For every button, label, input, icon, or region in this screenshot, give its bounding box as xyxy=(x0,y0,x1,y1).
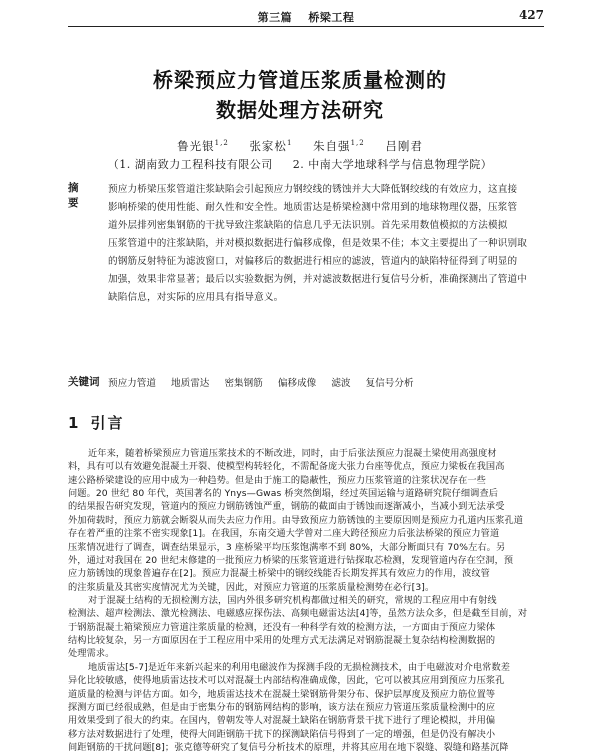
author xyxy=(177,139,229,153)
keyword: 偏移成像 xyxy=(277,378,317,389)
keywords-label: 关键词 xyxy=(68,376,100,388)
author-name: 张家松 xyxy=(249,139,287,153)
body-line: 道质量的检测与评估方面。如今，地质雷达技术在混凝土梁钢筋骨架分布、保护层厚度及预应力筋位置等 xyxy=(68,688,496,700)
keyword: 地质雷达 xyxy=(171,378,210,389)
keyword: 预应力管道 xyxy=(108,378,156,389)
body-line: 于钢筋混凝土箱梁预应力管道注浆质量的检测，还没有一种科学有效的检测方法，一方面由于预应力梁体 xyxy=(68,621,496,633)
abstract-line: 道外层排列密集钢筋的干扰导致注浆缺陷的信息几乎无法识别。首先采用数值模拟的方法模拟 xyxy=(108,220,508,231)
running-header xyxy=(68,6,544,27)
running-header-title xyxy=(68,9,544,25)
section-title: 引言 xyxy=(90,414,125,432)
abstract-line: 预应力桥梁压浆管道注浆缺陷会引起预应力钢绞线的锈蚀并大大降低钢绞线的有效应力，这直接 xyxy=(108,184,518,195)
author xyxy=(313,139,365,153)
keyword: 复信号分析 xyxy=(365,378,414,389)
body-line: 间距钢筋的干扰问题[8]；张克德等研究了复信号分析技术的原理，并将其应用在地下裂缝、裂缝和路基沉降 xyxy=(68,742,509,753)
body-line: 外加荷载时，预应力筋就会断裂从而失去应力作用。由导致预应力筋锈蚀的主要原因则是预应力孔道内压浆孔道 xyxy=(68,514,524,526)
affiliation-1: （1. 湖南致力工程科技有限公司 xyxy=(107,158,273,171)
abstract-label: 摘 要 xyxy=(68,182,83,209)
body-line: 的结果报告研究发现，管道内的预应力钢筋锈蚀严重，钢筋的截面由于锈蚀而逐渐减小，当减小到无法承受 xyxy=(68,501,505,513)
author-name: 吕刚君 xyxy=(385,139,423,153)
body-line: 地质雷达[5-7]是近年来新兴起来的利用电磁波作为探测手段的无损检测技术，由于电磁波对介电常数差 xyxy=(88,661,511,673)
abstract-line: 缺陷信息，对实际的应用具有指导意义。 xyxy=(108,292,284,303)
body-line: 探测方面已经很成熟，但是由于密集分布的钢筋网结构的影响，该方法在预应力管道压浆质量检测中的应 xyxy=(68,701,496,713)
body-line: 对于混凝土结构的无损检测方法，国内外很多研究机构都做过相关的研究，常规的工程应用中有射线 xyxy=(88,595,497,606)
section-number: 1 xyxy=(68,414,81,432)
author xyxy=(385,139,423,153)
keyword: 密集钢筋 xyxy=(224,378,263,389)
paper-title-line-2: 数据处理方法研究 xyxy=(216,98,384,122)
running-header-section: 桥梁工程 xyxy=(308,11,355,24)
paper-title-line-1: 桥梁预应力管道压浆质量检测的 xyxy=(153,68,447,92)
body-line: 问题。20 世纪 80 年代，英国著名的 Ynys—Gwas 桥突然倒塌，经过英国运输与道路研究院仔细调查后 xyxy=(68,488,499,500)
body-line: 近年来，随着桥梁预应力管道压浆技术的不断改进，同时，由于后张法预应力混凝土梁使用高强度材 xyxy=(88,448,497,459)
author-list xyxy=(0,138,600,154)
body-line: 用效果受到了很大的约束。在国内，曾朝发等人对混凝土缺陷在钢筋背景干扰下进行了理论模拟，并用偏 xyxy=(68,715,496,727)
keywords-list xyxy=(108,375,426,389)
body-line: 外，通过对我国在 20 世纪末修建的一批预应力桥梁的压浆管道进行钻探取芯检测，发现管道内存在空洞，预 xyxy=(68,554,514,566)
abstract-line: 的钢筋反射特征为滤波窗口，对偏移后的数据进行相应的滤波，管道内的缺陷特征得到了明显的 xyxy=(108,256,518,267)
page-number: 427 xyxy=(518,8,544,22)
author-name: 朱自强 xyxy=(313,139,351,153)
body-line: 压浆情况进行了调查，调查结果显示，3 座桥梁平均压浆饱满率不到 80%，大部分断面只有 70%左右。另 xyxy=(68,541,506,553)
author-affiliation-mark: 1,2 xyxy=(214,139,229,148)
keyword: 滤波 xyxy=(331,378,351,389)
author-affiliation-mark: 1 xyxy=(286,139,293,148)
affiliations xyxy=(0,156,600,172)
affiliation-2: 2. 中南大学地球科学与信息物理学院） xyxy=(292,158,493,171)
body-line: 检测法、超声检测法、激光检测法、电磁感应探伤法、高频电磁雷达法[4]等，虽然方法众多，但是截至目前，对 xyxy=(68,608,528,620)
abstract-line: 影响桥梁的使用性能、耐久性和安全性。地质雷达是桥梁检测中常用到的地球物理仪器，压浆管 xyxy=(108,202,518,213)
body-line: 速公路桥梁建设的应用中成为一种趋势。但是由于施工的隐蔽性，预应力压浆管道的注浆状况存在一些 xyxy=(68,474,486,486)
author xyxy=(249,139,292,153)
body-line: 移方法对数据进行了处理，使得大间距钢筋干扰下的探测缺陷信号得到了一定的增强，但是仍没有解决小 xyxy=(68,728,496,740)
body-line: 存在着严重的注浆不密实现象[1]。在我国，东南交通大学曾对二座大跨径预应力后张法桥梁的预应力管道 xyxy=(68,528,500,540)
abstract-line: 加强，效果非常显著；最后以实验数据为例，并对滤波数据进行复信号分析，准确探测出了管道中 xyxy=(108,274,527,285)
body-line: 的注浆质量及其密实度情况尤为关键，因此，对预应力管道的压浆质量检测势在必行[3]。 xyxy=(68,581,435,593)
author-name: 鲁光银 xyxy=(177,139,215,153)
body-line: 异化比较敏感，使得地质雷达技术可以对混凝土内部结构准确成像，因此，它可以被其应用到预应力压浆孔 xyxy=(68,675,505,687)
author-affiliation-mark: 1,2 xyxy=(350,139,365,148)
abstract-line: 压浆管道中的注浆缺陷，并对模拟数据进行偏移成像，但是效果不佳；本文主要提出了一种识别取 xyxy=(108,238,527,249)
body-line: 处理需求。 xyxy=(68,648,115,660)
running-header-chapter: 第三篇 xyxy=(257,11,293,24)
body-line: 应力筋锈蚀的现象普遍存在[2]。预应力混凝土桥梁中的钢绞线能否长期发挥其有效应力的作用，波纹管 xyxy=(68,568,490,580)
body-line: 料，具有可以有效避免混凝土开裂、使模型构转轻化，不需配备庞大张力台座等优点，预应力梁板在我国高 xyxy=(68,461,505,473)
body-line: 结构比较复杂，另一方面原因在于工程应用中采用的处理方式无法满足对钢筋混凝土复杂结构检测数据的 xyxy=(68,635,496,647)
section-heading xyxy=(68,412,124,433)
